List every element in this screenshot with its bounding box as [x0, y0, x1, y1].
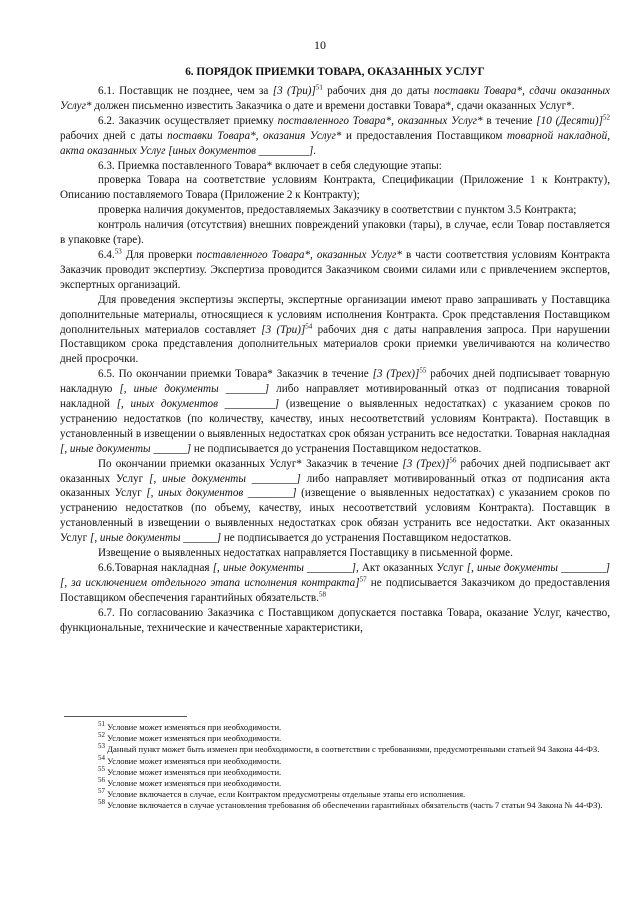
footnote-ref: 58	[318, 590, 326, 599]
footnotes	[60, 722, 610, 812]
paragraph-stage-2: проверка наличия документов, предоставляемых Заказчику в соответствии с пунктом 3.5 Контракта;	[98, 204, 577, 217]
footnote-number: 56	[98, 776, 105, 785]
footnote-separator	[64, 716, 187, 717]
text: , Акт оказанных Услуг	[355, 562, 467, 574]
italic-text: [, иные документы ________] [, за исключением отдельного этапа исполнения контракта]	[60, 562, 611, 589]
paragraph-services-acceptance	[60, 457, 610, 546]
italic-text: поставки Товара*, оказания Услуг*	[167, 129, 342, 142]
text: 6.6.Товарная накладная	[98, 562, 213, 574]
text: (извещение о выявленных недостатках) с указанием сроков по устранению недостатков (по объему, качеству, иных несоответствий условиям Контракта). Поставщик в установленный в извещении о выявленных недостатках срок обязан устранить все недостатки. Акт оказанных Услуг	[60, 487, 610, 545]
footnote-text: Условие может изменяться при необходимости.	[105, 755, 282, 766]
text: должен письменно известить Заказчика о дате и времени доставки Товара*, сдачи оказанных Услуг*.	[91, 99, 575, 112]
italic-text: [, иные документы ________]	[149, 472, 301, 485]
paragraph-6-2	[60, 114, 610, 159]
text: Для проведения экспертизы эксперты, экспертные организации имеют право запрашивать у Поставщика дополнительные материалы, относящиеся к условиям исполнения Контракта. Срок представления Поставщиком дополнительных материалов составляет	[60, 293, 610, 336]
text: не подписывается до устранения Поставщиком недостатков.	[191, 442, 482, 455]
italic-text: [, иных документов _________]	[116, 398, 280, 411]
text: либо направляет мотивированный отказ от подписания товарной накладной	[60, 383, 610, 411]
italic-text: [, иных документов ________]	[146, 487, 297, 500]
text: .	[313, 144, 317, 157]
footnote-number: 53	[98, 742, 105, 751]
paragraph-notice: Извещение о выявленных недостатках направляется Поставщику в письменной форме.	[98, 547, 513, 560]
document-body	[60, 84, 610, 636]
paragraph-6-4	[60, 248, 610, 293]
paragraph-stage-1: проверка Товара на соответствие условиям Контракта, Спецификации (Приложение 1 к Контракту), Описанию поставляемого Товара (Приложение 2 к Контракту);	[60, 174, 610, 202]
footnote-number: 54	[98, 753, 105, 762]
footnote-text: Данный пункт может быть изменен при необходимости, в соответствии с требованиями, предусмотренными статьей 94 Закона 44-ФЗ.	[105, 744, 600, 755]
text: 6.2. Заказчик осуществляет приемку	[98, 114, 278, 127]
footnote	[60, 733, 610, 744]
italic-text: [, иные документы ______]	[89, 532, 222, 545]
italic-text: [3 (Три)]	[261, 323, 306, 336]
text: и предоставления Поставщиком	[341, 129, 508, 142]
paragraph-6-1	[60, 84, 610, 114]
text: рабочих дней подписывает акт оказанных Услуг	[60, 457, 610, 485]
footnote-ref: 53	[114, 247, 122, 256]
footnote-text: Условие может изменяться при необходимости.	[105, 722, 282, 732]
text: Для проверки	[121, 248, 197, 261]
footnote	[60, 778, 610, 789]
footnote-text: Условие может изменяться при необходимости.	[105, 766, 282, 777]
footnote-ref: 57	[359, 575, 367, 584]
footnote	[60, 789, 610, 800]
footnote-number: 58	[98, 798, 105, 807]
italic-text: [10 (Десяти)]	[536, 114, 603, 127]
italic-text: [, иные документы ________]	[212, 562, 356, 574]
footnote	[60, 753, 610, 767]
text: 6.1. Поставщик не позднее, чем за	[98, 85, 273, 97]
footnote-number: 51	[98, 720, 105, 729]
paragraph-6-7: 6.7. По согласованию Заказчика с Поставщиком допускается поставка Товара, оказание Услуг, качество, функциональные, технические и качественные характеристики,	[60, 606, 610, 634]
text: 6.5. По окончании приемки Товара* Заказчик в течение	[98, 368, 373, 381]
footnote-number: 57	[98, 787, 105, 796]
text: в части соответствия условиям Контракта Заказчик проводит экспертизу. Экспертиза проводится Заказчиком своими силами или с привлечением экспертов, экспертных организаций.	[60, 248, 610, 291]
footnote-number: 52	[98, 731, 105, 740]
footnote	[60, 744, 610, 755]
italic-text: [, иные документы _______]	[119, 383, 270, 396]
text: не подписывается до устранения Поставщиком недостатков.	[221, 532, 512, 545]
italic-text: поставленного Товара*, оказанных Услуг*	[277, 114, 483, 127]
text: не подписывается Заказчиком до предоставления Поставщиком обеспечения гарантийных обязательств.	[60, 576, 611, 604]
italic-text: [, иные документы ______]	[60, 442, 192, 455]
footnote	[60, 722, 610, 733]
text: (извещение о выявленных недостатках) с указанием сроков по устранению недостатков (по количеству, качеству, иных несоответствий условиям Контракта). Поставщик в установленный в извещении о выявленных недостатках срок обязан устранить все недостатки. Товарная накладная	[60, 398, 610, 440]
text: рабочих дня до даты	[322, 85, 434, 97]
italic-text: товарной накладной, акта оказанных Услуг [иных документов _________]	[60, 129, 610, 157]
italic-text: поставки Товара*, сдачи оказанных Услуг*	[60, 85, 610, 112]
paragraph-6-5	[60, 367, 610, 456]
paragraph-6-6	[60, 561, 610, 606]
text: в течение	[482, 114, 537, 127]
text: По окончании приемки оказанных Услуг* Заказчик в течение	[98, 457, 403, 470]
text: рабочих дней с даты	[60, 129, 168, 142]
paragraph-6-3: 6.3. Приемка поставленного Товара* включает в себя следующие этапы:	[98, 159, 442, 172]
italic-text: поставленного Товара*, оказанных Услуг*	[196, 248, 402, 261]
footnote-ref: 55	[419, 366, 427, 375]
page-number: 10	[314, 38, 326, 52]
section-title: 6. ПОРЯДОК ПРИЕМКИ ТОВАРА, ОКАЗАННЫХ УСЛУГ	[185, 66, 485, 78]
footnote-ref: 51	[315, 83, 323, 92]
footnote-text: Условие включается в случае, если Контрактом предусмотрены отдельные этапы его исполнения.	[105, 789, 466, 800]
footnote-ref: 56	[449, 455, 457, 464]
text: рабочих дней подписывает товарную накладную	[60, 368, 610, 396]
footnote-ref: 52	[602, 113, 610, 122]
text: 6.4.	[98, 248, 115, 261]
text: либо направляет мотивированный отказ от подписания акта оказанных Услуг	[60, 472, 610, 500]
italic-text: [3 (Трех)]	[402, 457, 450, 470]
footnote-number: 55	[98, 764, 105, 773]
paragraph-stage-3: контроль наличия (отсутствия) внешних повреждений упаковки (тары), в случае, если Товар поставляется в упаковке (таре).	[60, 219, 610, 247]
footnote-text: Условие включается в случае установления требования об обеспечении гарантийных обязательств (часть 7 статьи 94 Закона № 44-ФЗ).	[105, 800, 603, 811]
italic-text: [3 (Три)]	[272, 85, 316, 97]
paragraph-expertise	[60, 293, 610, 368]
text: рабочих дня с даты направления запроса. При нарушении Поставщиком срока представления дополнительных материалов сроки приемки увеличиваются на количество дней просрочки.	[60, 323, 610, 366]
footnote-text: Условие может изменяться при необходимости.	[105, 778, 282, 789]
footnote-text: Условие может изменяться при необходимости.	[105, 733, 282, 744]
footnote-ref: 54	[305, 321, 313, 330]
footnote	[60, 800, 610, 811]
footnote	[60, 764, 610, 778]
italic-text: [3 (Трех)]	[372, 368, 420, 381]
